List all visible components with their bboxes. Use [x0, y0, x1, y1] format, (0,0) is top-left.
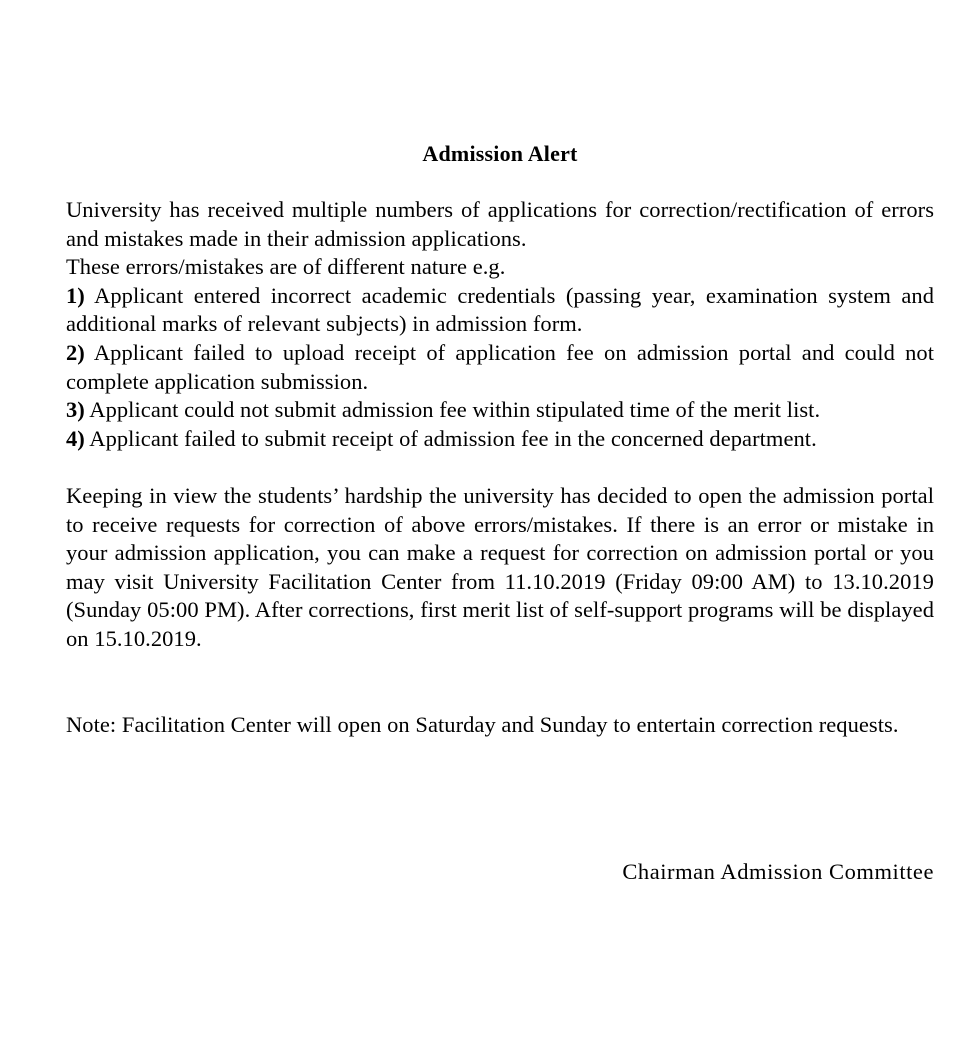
list-item — [66, 282, 934, 339]
list-item-marker: 4) — [66, 425, 85, 451]
list-item-marker: 3) — [66, 397, 85, 423]
page-title: Admission Alert — [422, 141, 578, 166]
list-item-text: Applicant failed to upload receipt of application fee on admission portal and could not complete application submission. — [66, 339, 935, 394]
note-spacer — [66, 654, 934, 711]
list-item — [66, 339, 934, 396]
list-item-text: Applicant could not submit admission fee within stipulated time of the merit list. — [89, 397, 821, 423]
intro-paragraph-2: These errors/mistakes are of different nature e.g. — [66, 254, 506, 280]
list-item-text: Applicant failed to submit receipt of admission fee in the concerned department. — [89, 425, 817, 451]
list-item-marker: 2) — [66, 339, 85, 365]
list-item-marker: 1) — [66, 282, 85, 308]
list-item — [66, 425, 934, 454]
decision-paragraph: Keeping in view the students’ hardship the university has decided to open the admission portal to receive requests for correction of above errors/mistakes. If there is an error or mistake in your admission application, you can make a request for correction on admission portal or you may visit University Facilitation Center from 11.10.2019 (Friday 09:00 AM) to 13.10.2019 (Sunday 05:00 PM). After corrections, first merit list of self-support programs will be displayed on 15.10.2019. — [66, 482, 934, 651]
signature-line: Chairman Admission Committee — [622, 859, 934, 884]
intro-paragraph-1: University has received multiple numbers of applications for correction/rectification of errors and mistakes made in their admission applications. — [66, 197, 934, 251]
list-item-text: Applicant entered incorrect academic credentials (passing year, examination system and additional marks of relevant subjects) in admission form. — [66, 282, 934, 337]
note-paragraph: Note: Facilitation Center will open on Saturday and Sunday to entertain correction requests. — [66, 711, 899, 737]
list-item — [66, 396, 934, 425]
document-body — [66, 196, 934, 739]
paragraph-spacer — [66, 453, 934, 482]
